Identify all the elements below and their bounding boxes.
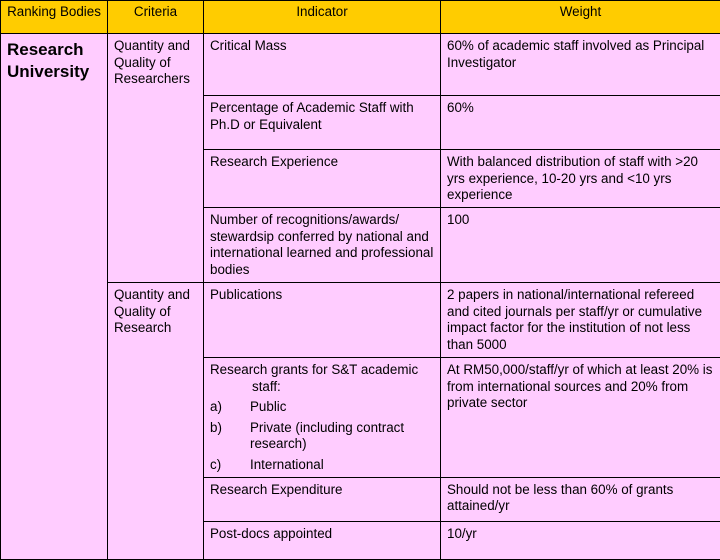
indicator-cell: Critical Mass — [204, 34, 441, 96]
header-weight: Weight — [441, 1, 720, 34]
weight-cell: 100 — [441, 208, 720, 283]
indicator-cell: Research Experience — [204, 150, 441, 208]
list-text: Public — [250, 399, 434, 416]
list-item — [210, 420, 434, 453]
indicator-cell: Research Expenditure — [204, 477, 441, 521]
table-row — [1, 34, 720, 96]
weight-cell: Should not be less than 60% of grants attained/yr — [441, 477, 720, 521]
weight-cell: At RM50,000/staff/yr of which at least 20% is from international sources and 20% from private sector — [441, 358, 720, 478]
list-marker: a) — [210, 399, 250, 416]
weight-cell: 60% — [441, 96, 720, 150]
weight-cell: 10/yr — [441, 521, 720, 559]
list-marker: b) — [210, 420, 250, 453]
list-item — [210, 457, 434, 474]
weight-cell: 2 papers in national/international refereed and cited journals per staff/yr or cumulative impact factor for the institution of not less than 5000 — [441, 283, 720, 358]
list-item — [210, 399, 434, 416]
ranking-body-cell: Research University — [1, 34, 108, 560]
header-criteria: Criteria — [108, 1, 204, 34]
indicator-intro-continued: staff: — [210, 379, 434, 396]
criteria-cell: Quantity and Quality of Researchers — [108, 34, 204, 283]
list-text: Private (including contract research) — [250, 420, 434, 453]
header-row — [1, 1, 720, 34]
header-indicator: Indicator — [204, 1, 441, 34]
weight-cell: With balanced distribution of staff with >20 yrs experience, 10-20 yrs and <10 yrs experience — [441, 150, 720, 208]
weight-cell: 60% of academic staff involved as Principal Investigator — [441, 34, 720, 96]
list-marker: c) — [210, 457, 250, 474]
criteria-cell: Quantity and Quality of Research — [108, 283, 204, 560]
indicator-cell — [204, 358, 441, 478]
indicator-cell: Number of recognitions/awards/ stewardsip conferred by national and international learned and professional bodies — [204, 208, 441, 283]
indicator-cell: Percentage of Academic Staff with Ph.D or Equivalent — [204, 96, 441, 150]
indicator-intro: Research grants for S&T academic — [210, 362, 434, 379]
header-ranking-bodies: Ranking Bodies — [1, 1, 108, 34]
indicator-cell: Publications — [204, 283, 441, 358]
table-row — [1, 283, 720, 358]
indicator-cell: Post-docs appointed — [204, 521, 441, 559]
list-text: International — [250, 457, 434, 474]
